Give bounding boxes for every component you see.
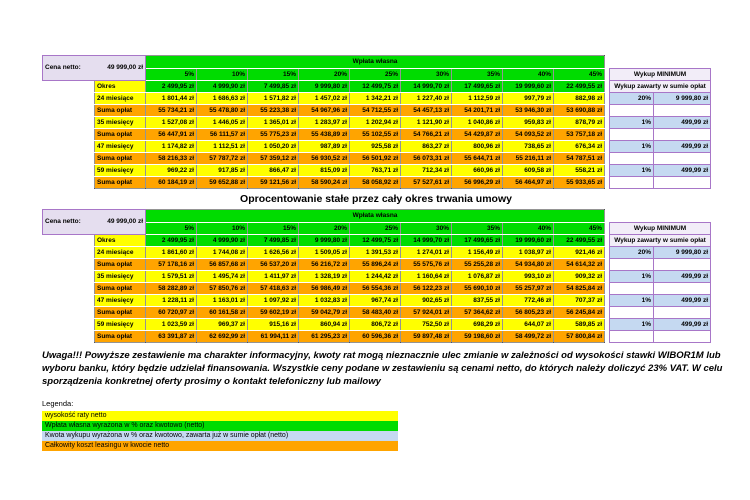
blank-cell: [43, 177, 95, 189]
blank-cell: [43, 235, 95, 247]
okres-value-cell: 17 499,65 zł: [452, 81, 503, 93]
okres-value-cell: 12 499,75 zł: [350, 235, 401, 247]
wykup-percent-cell: 20%: [610, 247, 654, 259]
installment-value-cell: 1 457,02 zł: [299, 93, 350, 105]
installment-value-cell: 1 244,42 zł: [350, 271, 401, 283]
wykup-amount-cell: 499,99 zł: [654, 165, 711, 177]
sum-value-cell: 59 602,19 zł: [248, 307, 299, 319]
percent-header-cell: 35%: [452, 69, 503, 81]
sum-value-cell: 54 093,52 zł: [503, 129, 554, 141]
sum-value-cell: 55 575,76 zł: [401, 259, 452, 271]
installment-value-cell: 967,74 zł: [350, 295, 401, 307]
sum-value-cell: 56 216,72 zł: [299, 259, 350, 271]
wykup-amount-cell: 499,99 zł: [654, 295, 711, 307]
offer-table-2: [42, 209, 711, 343]
installment-value-cell: 1 202,94 zł: [350, 117, 401, 129]
blank-cell: [43, 165, 95, 177]
installment-value-cell: 1 228,11 zł: [146, 295, 197, 307]
installment-value-cell: 1 571,82 zł: [248, 93, 299, 105]
percent-header-cell: 25%: [350, 69, 401, 81]
installment-value-cell: 752,50 zł: [401, 319, 452, 331]
sum-value-cell: 62 692,99 zł: [197, 331, 248, 343]
wykup-empty-cell: [654, 177, 711, 189]
percent-header-cell: 15%: [248, 69, 299, 81]
period-label-cell: 35 miesięcy: [95, 117, 146, 129]
okres-value-cell: 9 999,80 zł: [299, 81, 350, 93]
sum-value-cell: 56 245,84 zł: [554, 307, 605, 319]
wykup-amount-cell: 9 999,80 zł: [654, 247, 711, 259]
sum-value-cell: 54 201,71 zł: [452, 105, 503, 117]
wykup-empty-cell: [610, 177, 654, 189]
installment-value-cell: 712,34 zł: [401, 165, 452, 177]
installment-value-cell: 1 097,92 zł: [248, 295, 299, 307]
wykup-empty-cell: [654, 105, 711, 117]
installment-value-cell: 815,09 zł: [299, 165, 350, 177]
sum-value-cell: 56 805,23 zł: [503, 307, 554, 319]
percent-header-cell: 40%: [503, 223, 554, 235]
sum-label-cell: Suma opłat: [95, 177, 146, 189]
installment-value-cell: 1 160,64 zł: [401, 271, 452, 283]
wykup-percent-cell: 1%: [610, 165, 654, 177]
okres-value-cell: 19 999,60 zł: [503, 81, 554, 93]
installment-value-cell: 860,94 zł: [299, 319, 350, 331]
installment-value-cell: 1 342,21 zł: [350, 93, 401, 105]
sum-value-cell: 59 042,79 zł: [299, 307, 350, 319]
blank-cell: [43, 141, 95, 153]
percent-header-cell: 30%: [401, 69, 452, 81]
installment-value-cell: 902,65 zł: [401, 295, 452, 307]
blank-cell: [43, 105, 95, 117]
wykup-empty-cell: [654, 283, 711, 295]
sum-label-cell: Suma opłat: [95, 307, 146, 319]
sum-label-cell: Suma opłat: [95, 105, 146, 117]
wykup-subtitle-cell: Wykup zawarty w sumie opłat: [610, 81, 711, 93]
blank-cell: [43, 93, 95, 105]
sum-value-cell: 57 418,63 zł: [248, 283, 299, 295]
sum-value-cell: 55 933,65 zł: [554, 177, 605, 189]
blank-cell: [43, 117, 95, 129]
legend-item: [42, 441, 398, 451]
sum-value-cell: 56 122,23 zł: [401, 283, 452, 295]
sum-value-cell: 56 930,52 zł: [299, 153, 350, 165]
sum-value-cell: 58 058,92 zł: [350, 177, 401, 189]
blank-cell: [43, 295, 95, 307]
percent-header-cell: 15%: [248, 223, 299, 235]
wykup-amount-cell: 499,99 zł: [654, 319, 711, 331]
installment-value-cell: 863,27 zł: [401, 141, 452, 153]
sum-value-cell: 57 359,12 zł: [248, 153, 299, 165]
period-label-cell: 47 miesięcy: [95, 141, 146, 153]
sum-value-cell: 59 897,48 zł: [401, 331, 452, 343]
offer-sheet: [42, 55, 723, 451]
installment-value-cell: 806,72 zł: [350, 319, 401, 331]
installment-value-cell: 1 040,86 zł: [452, 117, 503, 129]
blank-cell: [43, 307, 95, 319]
sum-value-cell: 57 364,62 zł: [452, 307, 503, 319]
sum-value-cell: 56 501,92 zł: [350, 153, 401, 165]
wykup-amount-cell: 499,99 zł: [654, 141, 711, 153]
legend-title: Legenda:: [42, 399, 74, 408]
installment-value-cell: 878,79 zł: [554, 117, 605, 129]
installment-value-cell: 1 050,20 zł: [248, 141, 299, 153]
price-net-box: [43, 210, 146, 235]
legend-item: [42, 411, 398, 421]
table-area-1: [42, 55, 714, 189]
legend-item-label: wysokość raty netto: [45, 412, 107, 419]
sum-value-cell: 55 644,71 zł: [452, 153, 503, 165]
sum-value-cell: 54 429,87 zł: [452, 129, 503, 141]
sum-value-cell: 53 946,30 zł: [503, 105, 554, 117]
sum-value-cell: 55 438,89 zł: [299, 129, 350, 141]
installment-value-cell: 1 801,44 zł: [146, 93, 197, 105]
wykup-empty-cell: [654, 153, 711, 165]
installment-value-cell: 837,55 zł: [452, 295, 503, 307]
sum-value-cell: 55 478,80 zł: [197, 105, 248, 117]
wykup-title-cell: Wykup MINIMUM: [610, 69, 711, 81]
installment-value-cell: 909,32 zł: [554, 271, 605, 283]
wykup-empty-cell: [610, 331, 654, 343]
sum-value-cell: 58 282,89 zł: [146, 283, 197, 295]
price-net-label: Cena netto:: [45, 64, 81, 71]
percent-header-cell: 45%: [554, 223, 605, 235]
offer-table-1: [42, 55, 711, 189]
sum-value-cell: 54 934,80 zł: [503, 259, 554, 271]
okres-value-cell: 17 499,65 zł: [452, 235, 503, 247]
installment-value-cell: 558,21 zł: [554, 165, 605, 177]
installment-value-cell: 1 283,97 zł: [299, 117, 350, 129]
installment-value-cell: 1 744,08 zł: [197, 247, 248, 259]
wykup-empty-cell: [654, 331, 711, 343]
installment-value-cell: 1 227,40 zł: [401, 93, 452, 105]
installment-value-cell: 1 076,87 zł: [452, 271, 503, 283]
wykup-empty-cell: [610, 105, 654, 117]
installment-value-cell: 1 495,74 zł: [197, 271, 248, 283]
blank-cell: [43, 259, 95, 271]
installment-value-cell: 1 391,53 zł: [350, 247, 401, 259]
installment-value-cell: 921,46 zł: [554, 247, 605, 259]
percent-header-cell: 5%: [146, 69, 197, 81]
sum-value-cell: 57 178,16 zł: [146, 259, 197, 271]
period-label-cell: 47 miesięcy: [95, 295, 146, 307]
percent-header-cell: 30%: [401, 223, 452, 235]
installment-value-cell: 800,96 zł: [452, 141, 503, 153]
wykup-amount-cell: 499,99 zł: [654, 271, 711, 283]
percent-header-cell: 25%: [350, 223, 401, 235]
okres-value-cell: 7 499,85 zł: [248, 81, 299, 93]
sum-value-cell: 54 787,51 zł: [554, 153, 605, 165]
installment-value-cell: 660,96 zł: [452, 165, 503, 177]
wykup-amount-cell: 9 999,80 zł: [654, 93, 711, 105]
blank-cell: [610, 210, 711, 223]
sum-value-cell: 54 712,55 zł: [350, 105, 401, 117]
okres-label-cell: Okres: [95, 235, 146, 247]
sum-value-cell: 56 857,68 zł: [197, 259, 248, 271]
sum-value-cell: 57 850,76 zł: [197, 283, 248, 295]
installment-value-cell: 1 686,63 zł: [197, 93, 248, 105]
installment-value-cell: 915,16 zł: [248, 319, 299, 331]
sum-value-cell: 59 198,60 zł: [452, 331, 503, 343]
installment-value-cell: 609,58 zł: [503, 165, 554, 177]
percent-header-cell: 10%: [197, 223, 248, 235]
warning-note: Uwaga!!! Powyższe zestawienie ma charakter informacyjny, kwoty rat mogą nieznacznie ulec zmianie w zależności od wysokości stawki WIBOR1M lub wyboru banku, który będzie udzielał finansowania. Wszystkie ceny podane w zestawieniu są cenami netto, do których należy doliczyć 23% VAT. W celu sporządzenia konkretnej oferty prosimy o kontakt telefoniczny lub mailowy: [42, 350, 723, 387]
installment-value-cell: 1 328,19 zł: [299, 271, 350, 283]
price-net-box: [43, 56, 146, 81]
percent-header-cell: 20%: [299, 69, 350, 81]
price-net-value: 49 999,00 zł: [107, 218, 143, 225]
sum-value-cell: 60 596,36 zł: [350, 331, 401, 343]
sum-value-cell: 54 457,13 zł: [401, 105, 452, 117]
percent-header-cell: 10%: [197, 69, 248, 81]
installment-value-cell: 589,85 zł: [554, 319, 605, 331]
sum-value-cell: 56 996,29 zł: [452, 177, 503, 189]
sum-value-cell: 61 295,23 zł: [299, 331, 350, 343]
wykup-empty-cell: [654, 307, 711, 319]
installment-value-cell: 1 579,51 zł: [146, 271, 197, 283]
sum-value-cell: 61 994,11 zł: [248, 331, 299, 343]
installment-value-cell: 698,29 zł: [452, 319, 503, 331]
sum-value-cell: 55 216,11 zł: [503, 153, 554, 165]
sum-value-cell: 57 527,61 zł: [401, 177, 452, 189]
installment-value-cell: 1 156,49 zł: [452, 247, 503, 259]
blank-cell: [43, 283, 95, 295]
sum-value-cell: 58 499,72 zł: [503, 331, 554, 343]
period-label-cell: 59 miesięcy: [95, 319, 146, 331]
sum-value-cell: 53 757,18 zł: [554, 129, 605, 141]
legend-item-label: Kwota wykupu wyrażona w % oraz kwotowo, zawarta już w sumie opłat (netto): [45, 432, 289, 439]
okres-value-cell: 22 499,55 zł: [554, 235, 605, 247]
installment-value-cell: 1 112,51 zł: [197, 141, 248, 153]
percent-header-cell: 20%: [299, 223, 350, 235]
blank-cell: [43, 81, 95, 93]
wykup-percent-cell: 1%: [610, 271, 654, 283]
installment-value-cell: 1 861,60 zł: [146, 247, 197, 259]
installment-value-cell: 763,71 zł: [350, 165, 401, 177]
sum-value-cell: 55 896,24 zł: [350, 259, 401, 271]
sum-value-cell: 60 161,58 zł: [197, 307, 248, 319]
installment-value-cell: 1 032,83 zł: [299, 295, 350, 307]
sum-value-cell: 54 614,32 zł: [554, 259, 605, 271]
installment-value-cell: 1 446,05 zł: [197, 117, 248, 129]
wykup-empty-cell: [610, 259, 654, 271]
price-net-value: 49 999,00 zł: [107, 64, 143, 71]
sum-value-cell: 60 184,19 zł: [146, 177, 197, 189]
legend-item: [42, 421, 398, 431]
period-label-cell: 35 miesięcy: [95, 271, 146, 283]
sum-value-cell: 56 537,20 zł: [248, 259, 299, 271]
sum-value-cell: 56 073,31 zł: [401, 153, 452, 165]
wykup-empty-cell: [610, 129, 654, 141]
sum-value-cell: 59 121,56 zł: [248, 177, 299, 189]
blank-cell: [43, 271, 95, 283]
sum-value-cell: 55 102,55 zł: [350, 129, 401, 141]
okres-value-cell: 4 999,90 zł: [197, 81, 248, 93]
wykup-empty-cell: [610, 283, 654, 295]
installment-value-cell: 959,83 zł: [503, 117, 554, 129]
legend-item-label: Wpłata własna wyrażona w % oraz kwotowo (netto): [45, 422, 205, 429]
wykup-percent-cell: 1%: [610, 141, 654, 153]
sum-value-cell: 55 734,21 zł: [146, 105, 197, 117]
installment-value-cell: 1 274,01 zł: [401, 247, 452, 259]
wykup-percent-cell: 1%: [610, 295, 654, 307]
sum-label-cell: Suma opłat: [95, 153, 146, 165]
sum-value-cell: 59 652,88 zł: [197, 177, 248, 189]
installment-value-cell: 707,37 zł: [554, 295, 605, 307]
sum-value-cell: 58 590,24 zł: [299, 177, 350, 189]
sum-value-cell: 58 216,33 zł: [146, 153, 197, 165]
sum-value-cell: 54 766,21 zł: [401, 129, 452, 141]
sum-value-cell: 60 720,97 zł: [146, 307, 197, 319]
installment-value-cell: 1 121,90 zł: [401, 117, 452, 129]
sum-value-cell: 63 391,87 zł: [146, 331, 197, 343]
installment-value-cell: 1 509,05 zł: [299, 247, 350, 259]
okres-value-cell: 4 999,90 zł: [197, 235, 248, 247]
blank-cell: [43, 153, 95, 165]
installment-value-cell: 925,58 zł: [350, 141, 401, 153]
legend-item: [42, 431, 398, 441]
installment-value-cell: 917,85 zł: [197, 165, 248, 177]
period-label-cell: 24 miesiące: [95, 93, 146, 105]
sum-value-cell: 57 800,84 zł: [554, 331, 605, 343]
blank-cell: [43, 247, 95, 259]
installment-value-cell: 993,10 zł: [503, 271, 554, 283]
installment-value-cell: 987,89 zł: [299, 141, 350, 153]
sum-value-cell: 56 554,36 zł: [350, 283, 401, 295]
wykup-empty-cell: [654, 129, 711, 141]
installment-value-cell: 676,34 zł: [554, 141, 605, 153]
installment-value-cell: 882,98 zł: [554, 93, 605, 105]
sum-value-cell: 58 483,40 zł: [350, 307, 401, 319]
sum-value-cell: 56 464,97 zł: [503, 177, 554, 189]
okres-value-cell: 2 499,95 zł: [146, 235, 197, 247]
blank-cell: [43, 129, 95, 141]
sum-value-cell: 55 257,97 zł: [503, 283, 554, 295]
okres-value-cell: 12 499,75 zł: [350, 81, 401, 93]
legend-items: [42, 411, 398, 451]
percent-header-cell: 45%: [554, 69, 605, 81]
sum-label-cell: Suma opłat: [95, 129, 146, 141]
wykup-subtitle-cell: Wykup zawarty w sumie opłat: [610, 235, 711, 247]
blank-cell: [610, 56, 711, 69]
sum-value-cell: 57 924,01 zł: [401, 307, 452, 319]
legend-item-label: Całkowity koszt leasingu w kwocie netto: [45, 442, 170, 449]
wykup-amount-cell: 499,99 zł: [654, 117, 711, 129]
installment-value-cell: 1 038,97 zł: [503, 247, 554, 259]
deposit-band-header: Wpłata własna: [146, 56, 605, 69]
okres-value-cell: 2 499,95 zł: [146, 81, 197, 93]
table-area-2: [42, 209, 714, 343]
period-label-cell: 24 miesiące: [95, 247, 146, 259]
installment-value-cell: 866,47 zł: [248, 165, 299, 177]
legend: [42, 399, 398, 451]
wykup-percent-cell: 1%: [610, 117, 654, 129]
period-label-cell: 59 miesięcy: [95, 165, 146, 177]
installment-value-cell: 738,65 zł: [503, 141, 554, 153]
sum-value-cell: 56 111,57 zł: [197, 129, 248, 141]
deposit-band-header: Wpłata własna: [146, 210, 605, 223]
okres-label-cell: Okres: [95, 81, 146, 93]
sum-value-cell: 54 825,84 zł: [554, 283, 605, 295]
wykup-percent-cell: 1%: [610, 319, 654, 331]
installment-value-cell: 1 112,59 zł: [452, 93, 503, 105]
installment-value-cell: 1 365,01 zł: [248, 117, 299, 129]
okres-value-cell: 9 999,80 zł: [299, 235, 350, 247]
installment-value-cell: 1 163,01 zł: [197, 295, 248, 307]
installment-value-cell: 1 023,59 zł: [146, 319, 197, 331]
sum-value-cell: 57 787,72 zł: [197, 153, 248, 165]
wykup-empty-cell: [610, 153, 654, 165]
blank-cell: [43, 331, 95, 343]
installment-value-cell: 1 527,08 zł: [146, 117, 197, 129]
okres-value-cell: 19 999,60 zł: [503, 235, 554, 247]
okres-value-cell: 22 499,55 zł: [554, 81, 605, 93]
blank-cell: [43, 319, 95, 331]
percent-header-cell: 5%: [146, 223, 197, 235]
sum-value-cell: 56 447,91 zł: [146, 129, 197, 141]
sum-value-cell: 56 986,49 zł: [299, 283, 350, 295]
price-net-label: Cena netto:: [45, 218, 81, 225]
sum-label-cell: Suma opłat: [95, 331, 146, 343]
percent-header-cell: 40%: [503, 69, 554, 81]
installment-value-cell: 997,79 zł: [503, 93, 554, 105]
wykup-empty-cell: [610, 307, 654, 319]
wykup-percent-cell: 20%: [610, 93, 654, 105]
wykup-title-cell: Wykup MINIMUM: [610, 223, 711, 235]
sum-value-cell: 55 255,28 zł: [452, 259, 503, 271]
installment-value-cell: 1 411,97 zł: [248, 271, 299, 283]
sum-label-cell: Suma opłat: [95, 283, 146, 295]
installment-value-cell: 969,22 zł: [146, 165, 197, 177]
installment-value-cell: 1 174,82 zł: [146, 141, 197, 153]
sum-value-cell: 54 967,96 zł: [299, 105, 350, 117]
wykup-empty-cell: [654, 259, 711, 271]
section-title: Oprocentowanie stałe przez cały okres trwania umowy: [240, 193, 512, 205]
okres-value-cell: 7 499,85 zł: [248, 235, 299, 247]
okres-value-cell: 14 999,70 zł: [401, 81, 452, 93]
sum-label-cell: Suma opłat: [95, 259, 146, 271]
installment-value-cell: 644,07 zł: [503, 319, 554, 331]
sum-value-cell: 53 690,88 zł: [554, 105, 605, 117]
sum-value-cell: 55 223,38 zł: [248, 105, 299, 117]
percent-header-cell: 35%: [452, 223, 503, 235]
installment-value-cell: 969,37 zł: [197, 319, 248, 331]
okres-value-cell: 14 999,70 zł: [401, 235, 452, 247]
sum-value-cell: 55 690,10 zł: [452, 283, 503, 295]
installment-value-cell: 1 626,56 zł: [248, 247, 299, 259]
sum-value-cell: 55 775,23 zł: [248, 129, 299, 141]
installment-value-cell: 772,46 zł: [503, 295, 554, 307]
